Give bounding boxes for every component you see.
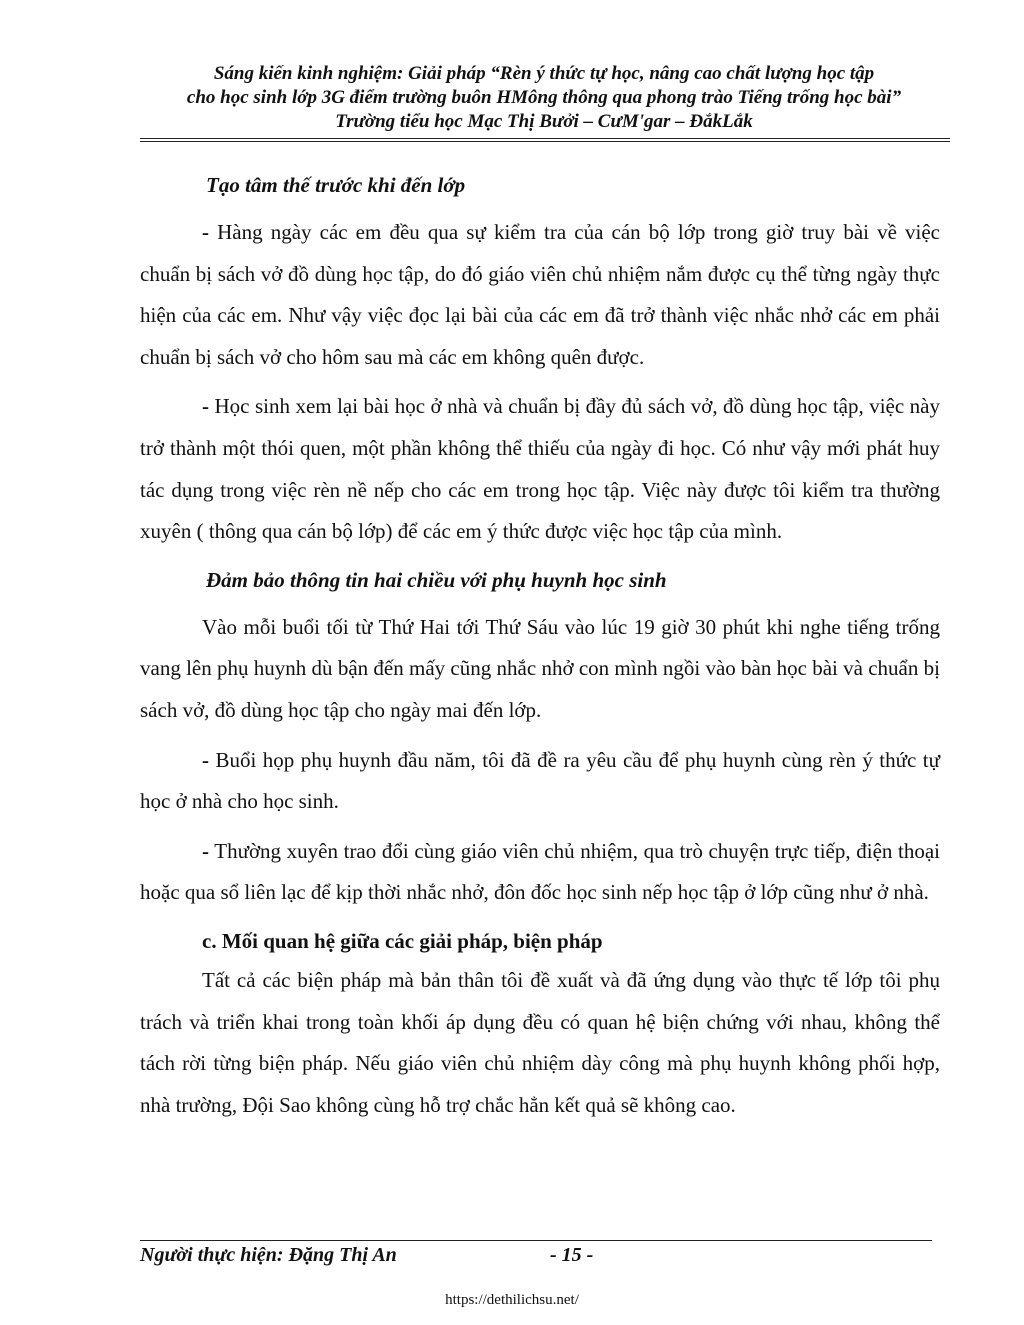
paragraph	[140, 740, 940, 823]
paragraph-text: Vào mỗi buổi tối từ Thứ Hai tới Thứ Sáu vào lúc 19 giờ 30 phút khi nghe tiếng trống vang lên phụ huynh dù bận đến mấy cũng nhắc nhở con mình ngồi vào bàn học bài và chuẩn bị sách vở, đồ dùng học tập cho ngày mai đến lớp.	[140, 614, 940, 722]
paragraph	[140, 960, 940, 1126]
page-body	[140, 166, 940, 1134]
bullet-dash: -	[202, 838, 209, 863]
paragraph-text: Thường xuyên trao đổi cùng giáo viên chủ nhiệm, qua trò chuyện trực tiếp, điện thoại hoặc qua sổ liên lạc để kịp thời nhắc nhở, đôn đốc học sinh nếp học tập ở lớp cũng như ở nhà.	[140, 838, 940, 905]
paragraph	[140, 212, 940, 378]
header-line-1: Sáng kiến kinh nghiệm: Giải pháp “Rèn ý thức tự học, nâng cao chất lượng học tập	[213, 63, 875, 84]
footer-author: Người thực hiện: Đặng Thị An	[140, 1244, 397, 1266]
page-number: - 15 -	[550, 1244, 594, 1266]
paragraph	[140, 607, 940, 732]
paragraph-text: Hàng ngày các em đều qua sự kiểm tra của cán bộ lớp trong giờ truy bài về việc chuẩn bị sách vở đồ dùng học tập, do đó giáo viên chủ nhiệm nắm được cụ thể từng ngày thực hiện của các em. Như vậy việc đọc lại bài của các em đã trở thành việc nhắc nhở các em phải chuẩn bị sách vở cho hôm sau mà các em không quên được.	[140, 220, 940, 369]
footer-rule	[140, 1240, 932, 1241]
bullet-dash: -	[202, 220, 209, 244]
header-rule-top	[140, 138, 950, 139]
paragraph	[140, 386, 940, 552]
bullet-dash: -	[202, 747, 209, 772]
section-heading-preparation: Tạo tâm thế trước khi đến lớp	[206, 173, 466, 197]
paragraph-text: Buổi họp phụ huynh đầu năm, tôi đã đề ra yêu cầu để phụ huynh cùng rèn ý thức tự học ở nhà cho học sinh.	[140, 747, 940, 814]
bullet-dash: -	[202, 394, 209, 419]
source-url: https://dethilichsu.net/	[445, 1292, 579, 1308]
section-heading-parent-communication: Đảm bảo thông tin hai chiều với phụ huynh học sinh	[206, 567, 667, 592]
paragraph	[140, 831, 940, 914]
page-header	[140, 62, 948, 134]
paragraph-text: Học sinh xem lại bài học ở nhà và chuẩn bị đầy đủ sách vở, đồ dùng học tập, việc này trở thành một thói quen, một phần không thể thiếu của ngày đi học. Có như vậy mới phát huy tác dụng trong việc rèn nề nếp cho các em trong học tập. Việc này được tôi kiểm tra thường xuyên ( thông qua cán bộ lớp) để các em ý thức được việc học tập của mình.	[140, 394, 940, 544]
paragraph-text: Tất cả các biện pháp mà bản thân tôi đề xuất và đã ứng dụng vào thực tế lớp tôi phụ trách và triển khai trong toàn khối áp dụng đều có quan hệ biện chứng với nhau, không thể tách rời từng biện pháp. Nếu giáo viên chủ nhiệm dày công mà phụ huynh không phối hợp, nhà trường, Đội Sao không cùng hỗ trợ chắc hẳn kết quả sẽ không cao.	[140, 967, 940, 1117]
header-line-3: Trường tiểu học Mạc Thị Bưởi – CưM'gar – ĐắkLắk	[335, 111, 753, 132]
header-rule-bottom	[140, 141, 950, 142]
header-line-2: cho học sinh lớp 3G điểm trường buôn HMông thông qua phong trào Tiếng trống học bài”	[186, 87, 902, 108]
section-heading-relationship: c. Mối quan hệ giữa các giải pháp, biện pháp	[202, 928, 603, 953]
